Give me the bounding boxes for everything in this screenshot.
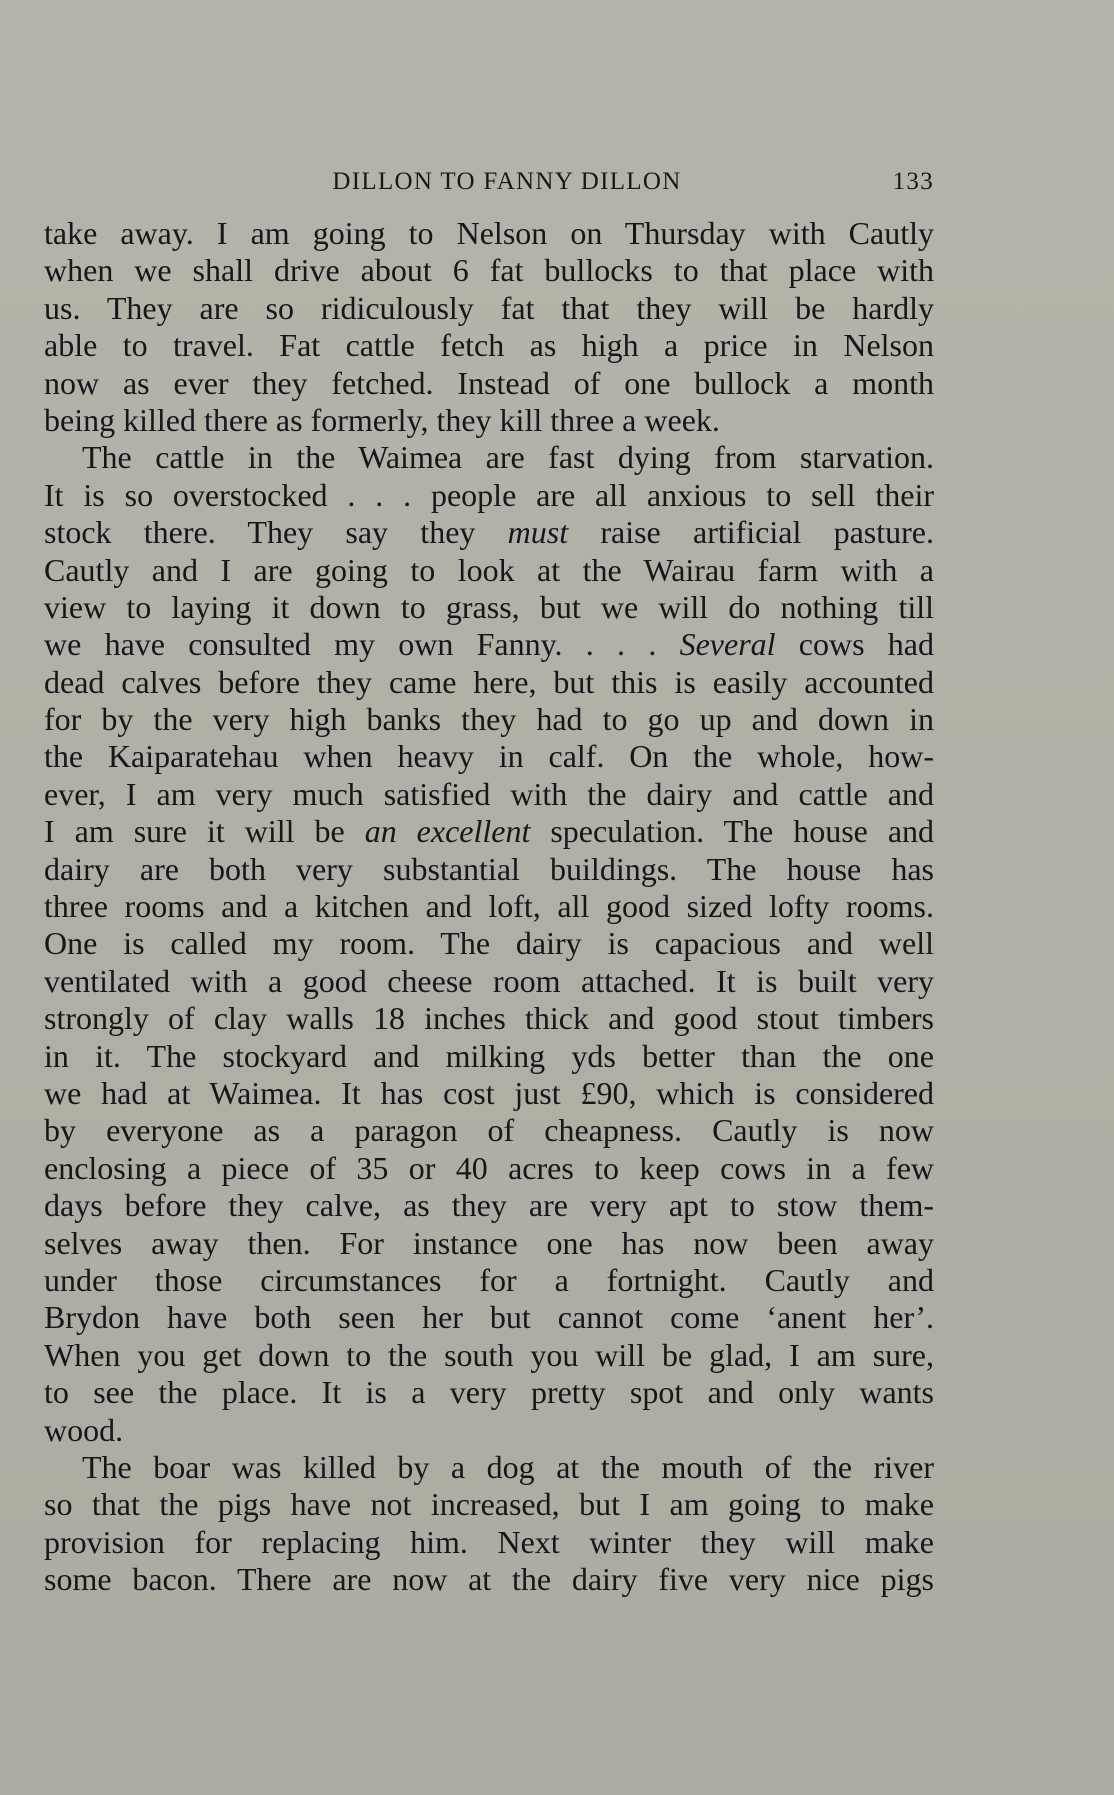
text-line: so that the pigs have not increased, but I am going to make bbox=[44, 1486, 934, 1523]
text-segment: cows had bbox=[775, 626, 935, 663]
text-line: Cautly and I are going to look at the Wairau farm with a bbox=[44, 551, 934, 588]
text-line: wood. bbox=[44, 1411, 124, 1448]
text-line: enclosing a piece of 35 or 40 acres to keep cows in a few bbox=[44, 1149, 934, 1186]
text-line: It is so overstocked . . . people are all anxious to sell their bbox=[44, 476, 934, 513]
italic-emphasis: must bbox=[507, 514, 569, 551]
italic-emphasis: Several bbox=[679, 626, 776, 663]
text-line: days before they calve, as they are very apt to stow them- bbox=[44, 1187, 934, 1224]
text-line: the Kaiparatehau when heavy in calf. On the whole, how- bbox=[44, 738, 934, 775]
text-segment: I am sure it will be bbox=[44, 813, 365, 850]
text-line: One is called my room. The dairy is capacious and well bbox=[44, 925, 934, 962]
text-line: provision for replacing him. Next winter they will make bbox=[44, 1523, 934, 1560]
text-line: take away. I am going to Nelson on Thursday with Cautly bbox=[44, 215, 934, 251]
text-line: by everyone as a paragon of cheapness. Cautly is now bbox=[44, 1112, 934, 1149]
text-line: when we shall drive about 6 fat bullocks to that place with bbox=[44, 252, 934, 289]
text-line: selves away then. For instance one has now been away bbox=[44, 1224, 934, 1261]
text-line: strongly of clay walls 18 inches thick and good stout timbers bbox=[44, 1000, 934, 1037]
text-line: we had at Waimea. It has cost just £90, which is considered bbox=[44, 1074, 934, 1111]
text-line: ever, I am very much satisfied with the dairy and cattle and bbox=[44, 775, 934, 812]
text-line-with-italic bbox=[44, 626, 934, 663]
page-header bbox=[44, 162, 934, 202]
text-line-with-italic bbox=[44, 813, 934, 850]
text-line: The boar was killed by a dog at the mouth of the river bbox=[82, 1448, 934, 1485]
text-line: in it. The stockyard and milking yds better than the one bbox=[44, 1037, 934, 1074]
text-segment: raise artificial pasture. bbox=[568, 514, 935, 551]
text-line: now as ever they fetched. Instead of one bullock a month bbox=[44, 364, 934, 401]
text-segment: speculation. The house and bbox=[530, 813, 935, 850]
text-line: under those circumstances for a fortnight. Cautly and bbox=[44, 1261, 934, 1298]
italic-emphasis: an excellent bbox=[364, 813, 531, 850]
body-text bbox=[44, 215, 934, 1598]
text-line: for by the very high banks they had to go up and down in bbox=[44, 701, 934, 738]
text-line: being killed there as formerly, they kill three a week. bbox=[44, 401, 720, 438]
text-line: view to laying it down to grass, but we will do nothing till bbox=[44, 588, 934, 625]
paragraph-1 bbox=[44, 215, 934, 439]
paragraph-3 bbox=[44, 1449, 934, 1599]
running-head: DILLON TO FANNY DILLON bbox=[332, 168, 682, 195]
text-line: dead calves before they came here, but this is easily accounted bbox=[44, 663, 934, 700]
text-line: When you get down to the south you will be glad, I am sure, bbox=[44, 1336, 934, 1373]
text-line-with-italic bbox=[44, 514, 934, 551]
text-segment: we have consulted my own Fanny. . . . bbox=[44, 626, 680, 663]
page-number: 133 bbox=[892, 168, 934, 195]
text-line: to see the place. It is a very pretty spot and only wants bbox=[44, 1374, 934, 1411]
text-line: three rooms and a kitchen and loft, all good sized lofty rooms. bbox=[44, 888, 934, 925]
text-line: dairy are both very substantial buildings. The house has bbox=[44, 850, 934, 887]
text-segment: stock there. They say they bbox=[44, 514, 508, 551]
text-line: some bacon. There are now at the dairy five very nice pigs bbox=[44, 1561, 934, 1598]
text-line: able to travel. Fat cattle fetch as high a price in Nelson bbox=[44, 327, 934, 364]
text-line: ventilated with a good cheese room attached. It is built very bbox=[44, 962, 934, 999]
text-line: The cattle in the Waimea are fast dying from starvation. bbox=[82, 439, 934, 476]
paragraph-2 bbox=[44, 439, 934, 1449]
text-line: Brydon have both seen her but cannot come ‘anent her’. bbox=[44, 1299, 934, 1336]
text-line: us. They are so ridiculously fat that they will be hardly bbox=[44, 289, 934, 326]
